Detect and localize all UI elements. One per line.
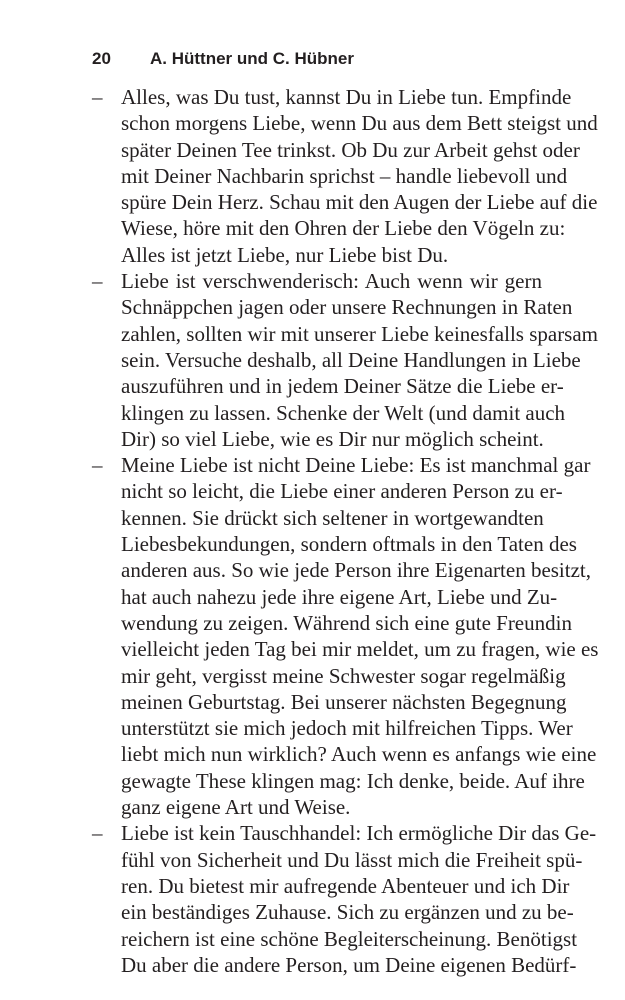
text-line: Wiese, höre mit den Ohren der Liebe den Vögeln zu: <box>121 216 566 241</box>
text-line: ganz eigene Art und Weise. <box>121 795 351 820</box>
text-line: ein beständiges Zuhause. Sich zu ergänzen und zu be- <box>121 900 574 925</box>
text-line: Liebe ist kein Tauschhandel: Ich ermögliche Dir das Ge- <box>121 821 597 846</box>
text-line: vielleicht jeden Tag bei mir meldet, um zu fragen, wie es <box>121 637 599 662</box>
author-names: A. Hüttner und C. Hübner <box>150 49 354 68</box>
text-line: Alles ist jetzt Liebe, nur Liebe bist Du. <box>121 242 449 267</box>
text-line: wendung zu zeigen. Während sich eine gute Freundin <box>121 610 572 635</box>
list-dash: – <box>92 85 103 109</box>
text-line: Liebe ist verschwenderisch: Auch wenn wir gern <box>121 269 542 294</box>
list-item <box>92 452 599 820</box>
text-line: Du aber die andere Person, um Deine eigenen Bedürf- <box>121 952 577 977</box>
text-line: später Deinen Tee trinkst. Ob Du zur Arbeit gehst oder <box>121 137 580 162</box>
text-line: fühl von Sicherheit und Du lässt mich die Freiheit spü- <box>121 847 583 872</box>
text-line: kennen. Sie drückt sich seltener in wortgewandten <box>121 505 544 530</box>
body-text-list <box>92 84 599 978</box>
page-number: 20 <box>92 49 111 68</box>
text-line: anderen aus. So wie jede Person ihre Eigenarten besitzt, <box>121 558 592 583</box>
list-dash: – <box>92 453 103 478</box>
list-dash: – <box>92 269 103 294</box>
list-item <box>92 820 597 978</box>
text-line: meinen Geburtstag. Bei unserer nächsten Begegnung <box>121 689 567 714</box>
text-line: Dir) so viel Liebe, wie es Dir nur möglich scheint. <box>121 426 544 451</box>
text-line: gewagte These klingen mag: Ich denke, beide. Auf ihre <box>121 768 585 793</box>
text-line: schon morgens Liebe, wenn Du aus dem Bett steigst und <box>121 111 598 136</box>
text-line: spüre Dein Herz. Schau mit den Augen der Liebe auf die <box>121 190 598 215</box>
text-line: hat auch nahezu jede ihre eigene Art, Liebe und Zu- <box>121 584 558 609</box>
text-line: mit Deiner Nachbarin sprichst – handle liebevoll und <box>121 163 568 188</box>
list-dash: – <box>92 821 103 846</box>
text-line: mir geht, vergisst meine Schwester sogar regelmäßig <box>121 663 566 688</box>
text-line: Schnäppchen jagen oder unsere Rechnungen in Raten <box>121 295 573 320</box>
text-line: reichern ist eine schöne Begleiterscheinung. Benötigst <box>121 926 578 951</box>
text-line: Meine Liebe ist nicht Deine Liebe: Es ist manchmal gar <box>121 453 591 478</box>
text-line: liebt mich nun wirklich? Auch wenn es anfangs wie eine <box>121 742 597 767</box>
text-line: zahlen, sollten wir mit unserer Liebe keinesfalls sparsam <box>121 321 599 346</box>
text-line: Alles, was Du tust, kannst Du in Liebe tun. Empfinde <box>121 85 572 109</box>
text-line: sein. Versuche deshalb, all Deine Handlungen in Liebe <box>121 347 581 372</box>
text-line: unterstützt sie mich jedoch mit hilfreichen Tipps. Wer <box>121 716 573 741</box>
text-line: Liebesbekundungen, sondern oftmals in den Taten des <box>121 532 577 557</box>
list-item <box>92 84 598 268</box>
list-item <box>92 268 599 452</box>
running-head <box>92 48 354 70</box>
text-line: auszuführen und in jedem Deiner Sätze die Liebe er- <box>121 374 564 399</box>
text-line: klingen zu lassen. Schenke der Welt (und damit auch <box>121 400 566 425</box>
text-line: ren. Du bietest mir aufregende Abenteuer und ich Dir <box>121 873 570 898</box>
text-line: nicht so leicht, die Liebe einer anderen Person zu er- <box>121 479 563 504</box>
